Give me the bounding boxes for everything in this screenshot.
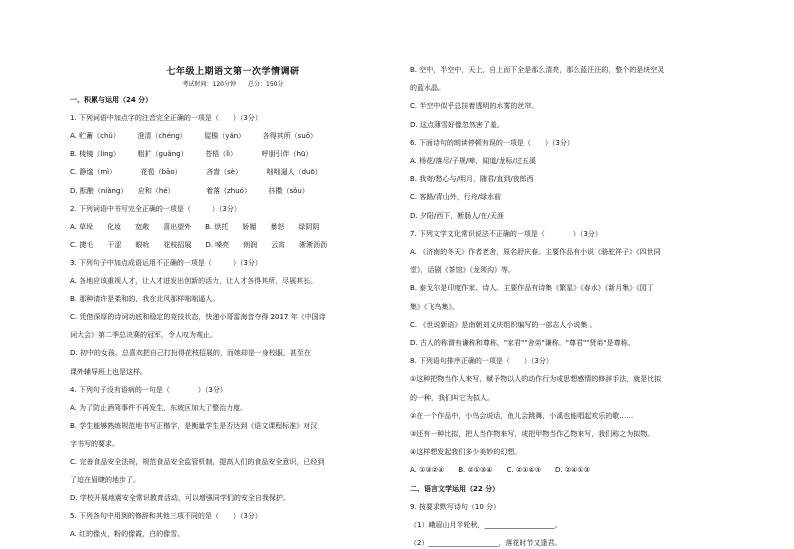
right-line: 6. 下面诗句的朗读停顿有误的一项是（ ）（3分）: [410, 138, 574, 147]
left-line: D. 学校开展地震安全常识教育活动，可以增强同学们的安全自我保护。: [70, 494, 290, 503]
right-line: A. ①③②④ B. ②①③④ C. ②①④③ D. ②④①③: [410, 466, 590, 475]
right-line: D. 这点薄雪好像忽然害了羞。: [410, 120, 504, 129]
right-line: 的一种，我们叫它为拟人。: [410, 393, 494, 402]
left-line: C. 完善食品安全法规，规范食品安全监管机制，提高人们的食品安全意识，已经到: [70, 458, 325, 466]
left-line: 2. 下列词语中书写完全正确的一项是（ ）（3分）: [70, 204, 241, 213]
right-line: ③还有一种比拟，把人当作物来写，或把甲物当作乙物来写，我们称之为拟物。: [410, 430, 655, 438]
left-line: D. 初中的女孩，总喜欢把自己打扮得花枝招展的，而她却是一身校服，甚至在: [70, 349, 311, 358]
right-line: B. 我寄/愁心与/明月，随君/直到/夜郎西: [410, 175, 534, 184]
right-line: ①这种把物当作人来写，赋予物以人的动作行为或思想感情的修辞手法，就是比拟: [410, 375, 662, 384]
right-line: C. 半空中似乎总挂着透明的水雾的丝帘。: [410, 102, 539, 111]
left-line: 3. 下列句子中加点成语运用不正确的一项是（ ）（3分）: [70, 258, 262, 267]
left-line: 一、积累与运用（24 分）: [70, 96, 153, 104]
right-line: A. 杨花/落尽/子规/啼，闻道/龙标/过五溪: [410, 157, 536, 165]
right-line: C. 客路/青山外，行舟/绿水前: [410, 193, 502, 202]
left-line: 4. 下列句子没有语病的一句是（ ）（3分）: [70, 385, 227, 394]
right-line: 集》《飞鸟集》。: [410, 302, 459, 311]
right-line: B. 空中，半空中，天上，自上而下全是那么清亮，那么蓝汪汪的，整个的是块空灵: [410, 66, 665, 74]
left-line: C. 捷毛 干涩 眼吮 花枝招展 D. 嗓亮 朗润 云宵 淅淅沥沥: [70, 240, 328, 249]
right-line: 的蓝水晶。: [410, 84, 445, 93]
right-line: 堂》，话剧《茶馆》《龙须沟》等。: [410, 266, 515, 275]
right-line: C. 《世说新语》是南朝刘义庆组织编写的一部志人小说集 。: [410, 320, 597, 329]
left-line: 课外辅导班上也是这样。: [70, 367, 147, 376]
left-line: D. 酝酿（niàng） 应和（hé） 着落（zhuó） 抖擞（sǒu）: [70, 186, 309, 195]
left-line: 字书写的要求。: [70, 439, 119, 448]
left-line: B. 学生能够熟练规范地书写正楷字，是衡量学生是否达到《语文课程标准》对汉: [70, 421, 318, 430]
left-line: A. 贮蓄（chǔ） 澄清（chéng） 屋檐（yán） 各得其所（suǒ）: [70, 132, 318, 141]
left-line: 了迫在眉睫的地步了。: [70, 476, 140, 485]
right-line: ②在一个作品中，小鸟会说话，鱼儿会跳舞，小溪也能唱起欢乐的歌……: [410, 411, 634, 420]
right-line: （2）____________________，落花时节又逢君。: [410, 539, 562, 548]
left-line: 1. 下列词语中加点字的注音完全正确的一项是（ ）（3分）: [70, 114, 262, 123]
right-line: D. 古人的称谓有谦称和尊称，"家君""舍弟"谦称，"尊君""贤弟"是尊称。: [410, 339, 635, 347]
left-line: 5. 下列各句中用到的修辞和其他三项不同的是（ ）（3分）: [70, 512, 262, 521]
left-line: A. 为了防止酒驾事件不再发生，东坡区加大了整治力度。: [70, 403, 248, 412]
left-line: B. 那种请许是柔和的，我在北风那样咄咄逼人。: [70, 295, 220, 304]
right-line: B. 泰戈尔是印度作家、诗人。主要作品有诗集《繁星》《春水》《新月集》《园丁: [410, 284, 654, 293]
exam-info: 考试时间：120分钟 总分：150分: [182, 81, 284, 88]
right-line: 8. 下列语句排序正确的一项是（ ）（3分）: [410, 357, 553, 366]
right-line: A. 《济南的冬天》作者老舍，原名舒庆春。主要作品有小说《骆驼祥子》《四世同: [410, 248, 661, 256]
left-line: A. 红的像火，粉的像霞，白的像雪。: [70, 530, 185, 539]
left-line: C. 静谧（mì） 花苞（bāo） 吝啬（sè） 咄咄逼人（duō）: [70, 168, 322, 177]
right-line: 二、语言文学运用（22 分）: [410, 484, 500, 493]
left-line: A. 草垛 化妆 宽敞 喜出望外 B. 烘托 娇媚 暴怒 绿阴阴: [70, 222, 320, 231]
left-line: C. 凭借深厚的诗词功底和稳定的竞技状态，快递小哥雷海音夺得 2017 年《中国诗: [70, 313, 326, 322]
right-line: D. 夕阳/西下，断肠人/在/天涯: [410, 211, 504, 220]
left-line: B. 棱镜（líng） 粗犷（guǎng） 苍梧（lì） 呼朋引伴（hū）: [70, 150, 313, 159]
right-line: 7. 下列文学文化常识说法不正确的一项是（ ）（3分）: [410, 229, 602, 238]
right-line: ④这样想发起我们多少美妙的幻想。: [410, 448, 522, 457]
page-title: 七年级上期语文第一次学情调研: [166, 67, 300, 77]
left-line: 词大会》第二季总决赛的冠军，令人叹为观止。: [70, 331, 217, 340]
right-line: 9. 按要求默写诗句（10 分）: [410, 502, 501, 511]
right-line: （1）峨眉山月半轮秋，____________________。: [410, 521, 562, 529]
left-line: A. 各地应该重视人才，让人才进发出创新的活力，让人才各得其所，尽展其长。: [70, 277, 318, 285]
